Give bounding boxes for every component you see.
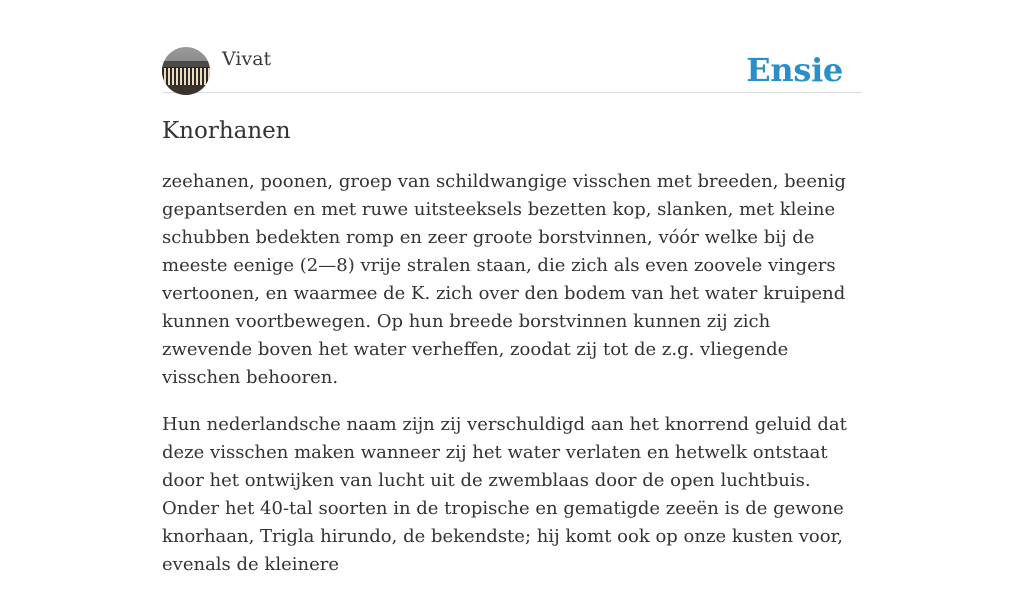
brand-logo[interactable]: Ensie — [746, 51, 843, 89]
author-avatar[interactable] — [162, 47, 210, 95]
header — [162, 0, 862, 93]
paragraph: zeehanen, poonen, groep van schildwangige visschen met breeden, beenig gepantserden en met ruwe uitsteeksels bezetten kop, slanken, met kleine schubben bedekten romp en zeer groote borstvinnen, vóór welke bij de meeste eenige (2—8) vrije stralen staan, die zich als even zoovele vingers vertoonen, en waarmee de K. zich over den bodem van het water kruipend kunnen voortbewegen. Op hun breede borstvinnen kunnen zij zich zwevende boven het water verheffen, zoodat zij tot de z.g. vliegende visschen behooren. — [162, 171, 846, 388]
article-title: Knorhanen — [162, 118, 291, 144]
page — [162, 0, 862, 575]
library-books-avatar-icon — [162, 47, 210, 95]
author-name[interactable]: Vivat — [222, 48, 272, 70]
paragraph: Hun nederlandsche naam zijn zij verschuldigd aan het knorrend geluid dat deze visschen maken wanneer zij het water verlaten en hetwelk ontstaat door het ontwijken van lucht uit de zwemblaas door de open luchtbuis. Onder het 40-tal soorten in de tropische en gematigde zeeën is de gewone knorhaan, Trigla hirundo, de bekendste; hij komt ook op onze kusten voor, evenals de kleinere — [162, 414, 847, 575]
article-body — [162, 168, 862, 598]
